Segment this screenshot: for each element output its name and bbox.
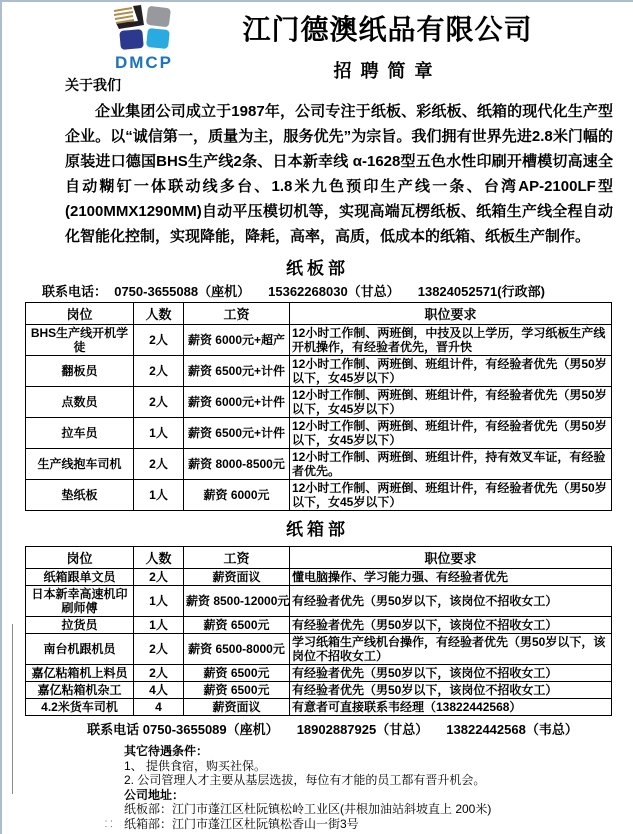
job-requirements-cell: 有经验者优先（男50岁以下，该岗位不招收女工）: [290, 665, 612, 682]
job-requirements-cell: 有意者可直接联系韦经理（13822442568）: [290, 699, 612, 716]
job-headcount-cell: 1人: [134, 480, 184, 511]
header-cell-salary: 工资: [184, 303, 290, 325]
logo-text: DMCP: [114, 53, 174, 72]
job-salary-cell: 薪资 6000元+计件: [184, 387, 290, 418]
benefit-item-1: 1、 提供食宿，购买社保。: [124, 758, 267, 773]
job-requirements-cell: 12小时工作制、两班倒、班组计件，有经验者优先（男50岁以下，女45岁以下）: [290, 480, 612, 511]
job-headcount-cell: 2人: [134, 449, 184, 480]
board-contact-line: 联系电话： 0750-3655088（座机） 15362268030（甘总） 13824052571(行政部): [42, 284, 545, 299]
job-requirements-cell: 有经验者优先（男50岁以下，该岗位不招收女工）: [290, 682, 612, 699]
table-header-row: [26, 303, 612, 325]
dmcp-logo-icon: [105, 5, 183, 51]
job-salary-cell: 薪资 8000-8500元: [184, 449, 290, 480]
board-jobs-table: [25, 302, 612, 511]
header-cell-salary: 工资: [184, 547, 290, 569]
address-carton-dept: 纸箱部：江门市蓬江区杜阮镇松香山一街3号: [124, 816, 359, 831]
job-position-cell: 拉货员: [26, 617, 134, 634]
job-headcount-cell: 2人: [134, 387, 184, 418]
benefit-item-2: 2. 公司管理人才主要从基层选拔，每位有才能的员工都有晋升机会。: [124, 773, 486, 787]
job-row: [26, 356, 612, 387]
address-board-dept: 纸板部：江门市蓬江区杜阮镇松岭工业区(井根加油站斜坡直上 200米): [124, 802, 492, 816]
job-salary-cell: 薪资面议: [184, 699, 290, 716]
job-position-cell: 翻板员: [26, 356, 134, 387]
job-requirements-cell: 12小时工作制、两班倒、班组计件，有经验者优先（男50岁以下，女45岁以下）: [290, 418, 612, 449]
page-marker-dots: ⸬: [105, 819, 114, 829]
company-name: 江门德澳纸品有限公司: [242, 14, 533, 45]
job-row: [26, 634, 612, 665]
job-row: [26, 617, 612, 634]
job-headcount-cell: 1人: [134, 418, 184, 449]
job-headcount-cell: 2人: [134, 634, 184, 665]
job-headcount-cell: 2人: [134, 665, 184, 682]
header-cell-headcount: 人数: [134, 303, 184, 325]
job-requirements-cell: 有经验者优先（男50岁以下，该岗位不招收女工）: [290, 586, 612, 617]
table-header-row: [26, 547, 612, 569]
header-cell-requirements: 职位要求: [290, 547, 612, 569]
address-heading: 公司地址：: [124, 787, 185, 802]
job-row: [26, 699, 612, 716]
header: [2, 2, 633, 81]
job-row: [26, 586, 612, 617]
job-requirements-cell: 12小时工作制、两班倒、班组计件，有经验者优先（男50岁以下，女45岁以下）: [290, 387, 612, 418]
job-row: [26, 449, 612, 480]
header-cell-headcount: 人数: [134, 547, 184, 569]
job-row: [26, 665, 612, 682]
job-position-cell: 拉车员: [26, 418, 134, 449]
job-headcount-cell: 2人: [134, 356, 184, 387]
about-heading: 关于我们: [65, 77, 121, 93]
job-headcount-cell: 1人: [134, 617, 184, 634]
job-row: [26, 682, 612, 699]
job-salary-cell: 薪资 8500-12000元: [184, 586, 290, 617]
job-row: [26, 418, 612, 449]
header-cell-position: 岗位: [26, 303, 134, 325]
job-headcount-cell: 4人: [134, 682, 184, 699]
benefits-heading: 其它待遇条件：: [124, 744, 209, 758]
job-headcount-cell: 2人: [134, 325, 184, 356]
job-requirements-cell: 有经验者优先（男50岁以下，该岗位不招收女工）: [290, 617, 612, 634]
job-position-cell: 嘉亿粘箱机杂工: [26, 682, 134, 699]
job-position-cell: 垫纸板: [26, 480, 134, 511]
job-position-cell: 日本新幸高速机印刷师傅: [26, 586, 134, 617]
board-dept-title: 纸板部: [286, 259, 349, 278]
job-position-cell: 点数员: [26, 387, 134, 418]
job-headcount-cell: 4: [134, 699, 184, 716]
job-row: [26, 569, 612, 586]
job-salary-cell: 薪资 6500元: [184, 665, 290, 682]
carton-dept-title: 纸箱部: [286, 520, 349, 539]
doc-title: 招聘简章: [333, 61, 442, 81]
job-requirements-cell: 12小时工作制、两班倒、班组计件，有经验者优先（男50岁以下，女45岁以下）: [290, 356, 612, 387]
carton-jobs-table: [25, 546, 612, 716]
job-row: [26, 325, 612, 356]
carton-contact-line: 联系电话 0750-3655089（座机） 18902887925（甘总） 13822442568（韦总）: [87, 722, 578, 737]
job-position-cell: 生产线抱车司机: [26, 449, 134, 480]
header-cell-position: 岗位: [26, 547, 134, 569]
job-headcount-cell: 1人: [134, 586, 184, 617]
job-headcount-cell: 2人: [134, 569, 184, 586]
footer: [124, 744, 633, 831]
header-cell-requirements: 职位要求: [290, 303, 612, 325]
job-position-cell: 4.2米货车司机: [26, 699, 134, 716]
job-requirements-cell: 12小时工作制、两班倒、班组计件，持有效叉车证，有经验者优先。: [290, 449, 612, 480]
job-salary-cell: 薪资 6000元: [184, 480, 290, 511]
about-paragraph: 企业集团公司成立于1987年，公司专注于纸板、彩纸板、纸箱的现代化生产型企业。以“诚信第一，质量为主，服务优先”为宗旨。我们拥有世界先进2.8米门幅的原装进口德国BHS生产线2条、日本新幸线 α-1628型五色水性印刷开槽模切高速全自动糊钉一体联动线多台、1.8米九色预印生产线一条、台湾AP-2100LF型(2100MMX1290MM)自动平压模切机等，实现高端瓦楞纸板、纸箱生产线全程自动化智能化控制，实现降能，降耗，高率，高质，低成本的纸箱、纸板生产制作。: [65, 103, 613, 245]
job-salary-cell: 薪资 6500元+计件: [184, 418, 290, 449]
job-requirements-cell: 学习纸箱生产线机台操作，有经验者优先（男50岁以下，该岗位不招收女工）: [290, 634, 612, 665]
job-requirements-cell: 12小时工作制、两班倒，中技及以上学历，学习纸板生产线开机操作，有经验者优先，晋升快: [290, 325, 612, 356]
job-position-cell: 嘉亿粘箱机上料员: [26, 665, 134, 682]
job-salary-cell: 薪资 6500元: [184, 682, 290, 699]
job-salary-cell: 薪资 6500元: [184, 617, 290, 634]
job-row: [26, 387, 612, 418]
job-salary-cell: 薪资 6500元+计件: [184, 356, 290, 387]
job-position-cell: BHS生产线开机学徒: [26, 325, 134, 356]
canvas-edge-line: [12, 624, 13, 794]
job-salary-cell: 薪资 6500-8000元: [184, 634, 290, 665]
job-position-cell: 南台机跟机员: [26, 634, 134, 665]
job-salary-cell: 薪资面议: [184, 569, 290, 586]
job-salary-cell: 薪资 6000元+超产: [184, 325, 290, 356]
job-position-cell: 纸箱跟单文员: [26, 569, 134, 586]
job-requirements-cell: 懂电脑操作、学习能力强、有经验者优先: [290, 569, 612, 586]
title-block: [200, 5, 633, 83]
job-row: [26, 480, 612, 511]
company-logo: [88, 5, 200, 73]
